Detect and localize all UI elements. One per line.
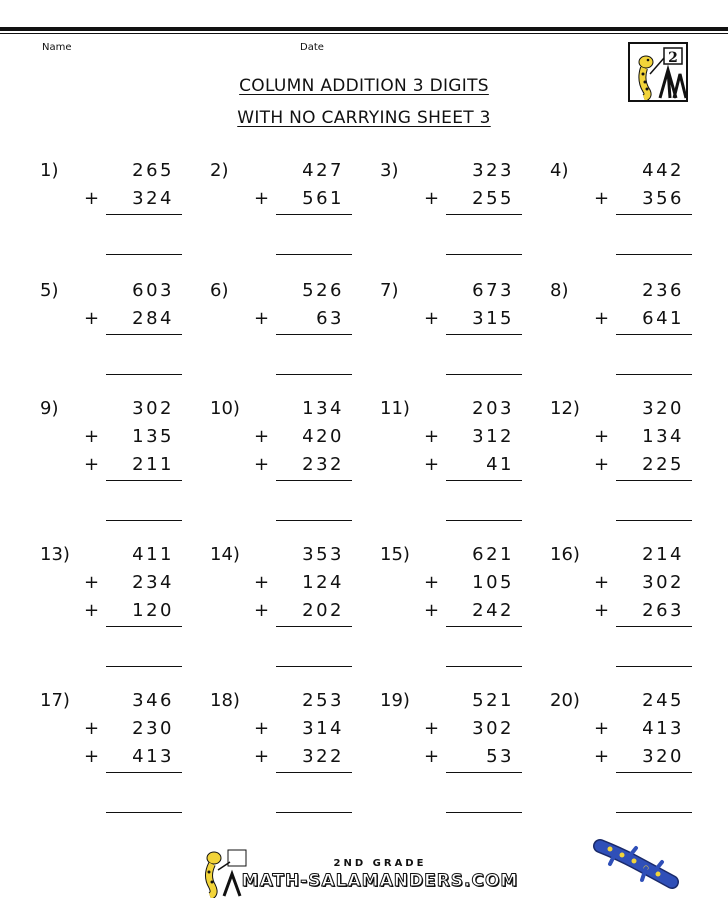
addend-value: 202 xyxy=(302,600,344,621)
sum-line xyxy=(616,772,692,773)
grade-logo xyxy=(628,42,688,102)
addend-value: 322 xyxy=(302,746,344,767)
addend-value: 53 xyxy=(486,746,514,767)
problem-number: 7) xyxy=(380,280,399,301)
plus-sign: + xyxy=(254,188,270,209)
plus-sign: + xyxy=(424,454,440,475)
addend-row xyxy=(550,718,690,742)
sum-line xyxy=(446,334,522,335)
answer-blank[interactable] xyxy=(106,666,182,667)
addend-row xyxy=(550,600,690,624)
addend-row xyxy=(210,690,350,714)
answer-blank[interactable] xyxy=(106,374,182,375)
answer-blank[interactable] xyxy=(106,812,182,813)
addend-value: 320 xyxy=(642,398,684,419)
answer-blank[interactable] xyxy=(446,812,522,813)
answer-blank[interactable] xyxy=(616,666,692,667)
addend-value: 312 xyxy=(472,426,514,447)
addend-row xyxy=(380,454,520,478)
addend-value: 324 xyxy=(132,188,174,209)
sum-line xyxy=(276,214,352,215)
plus-sign: + xyxy=(254,600,270,621)
addend-value: 323 xyxy=(472,160,514,181)
addend-row xyxy=(550,544,690,568)
addend-row xyxy=(210,718,350,742)
addend-row xyxy=(210,746,350,770)
sum-line xyxy=(446,772,522,773)
answer-blank[interactable] xyxy=(446,254,522,255)
plus-sign: + xyxy=(84,718,100,739)
top-rule xyxy=(0,27,728,31)
answer-blank[interactable] xyxy=(446,666,522,667)
addend-value: 413 xyxy=(642,718,684,739)
addend-value: 521 xyxy=(472,690,514,711)
addend-row xyxy=(380,188,520,212)
plus-sign: + xyxy=(84,426,100,447)
problem-number: 9) xyxy=(40,398,59,419)
addend-value: 63 xyxy=(316,308,344,329)
addend-value: 320 xyxy=(642,746,684,767)
addend-value: 214 xyxy=(642,544,684,565)
plus-sign: + xyxy=(594,600,610,621)
addend-value: 420 xyxy=(302,426,344,447)
problem-number: 16) xyxy=(550,544,580,565)
addend-value: 603 xyxy=(132,280,174,301)
addend-value: 245 xyxy=(642,690,684,711)
addend-row xyxy=(210,160,350,184)
addend-value: 134 xyxy=(642,426,684,447)
addend-row xyxy=(210,454,350,478)
addend-value: 263 xyxy=(642,600,684,621)
addend-value: 41 xyxy=(486,454,514,475)
answer-blank[interactable] xyxy=(276,520,352,521)
addend-value: 236 xyxy=(642,280,684,301)
plus-sign: + xyxy=(424,426,440,447)
top-rule-thin xyxy=(0,33,728,34)
problem-number: 11) xyxy=(380,398,410,419)
plus-sign: + xyxy=(424,308,440,329)
addend-value: 105 xyxy=(472,572,514,593)
addend-row xyxy=(40,718,180,742)
addend-row xyxy=(380,308,520,332)
addend-row xyxy=(210,600,350,624)
problem-number: 17) xyxy=(40,690,70,711)
addend-row xyxy=(210,572,350,596)
addend-value: 526 xyxy=(302,280,344,301)
addend-row xyxy=(550,746,690,770)
worksheet-title-line2: WITH NO CARRYING SHEET 3 xyxy=(237,108,491,128)
sum-line xyxy=(616,214,692,215)
answer-blank[interactable] xyxy=(616,254,692,255)
addend-row xyxy=(380,160,520,184)
plus-sign: + xyxy=(84,454,100,475)
addend-row xyxy=(550,160,690,184)
addend-row xyxy=(550,572,690,596)
sum-line xyxy=(106,480,182,481)
plus-sign: + xyxy=(254,718,270,739)
problem-number: 6) xyxy=(210,280,229,301)
footer-brand xyxy=(230,858,530,891)
addend-row xyxy=(40,746,180,770)
problem-number: 3) xyxy=(380,160,399,181)
problem-number: 10) xyxy=(210,398,240,419)
addend-row xyxy=(380,600,520,624)
sum-line xyxy=(616,626,692,627)
addend-value: 411 xyxy=(132,544,174,565)
problem-number: 13) xyxy=(40,544,70,565)
sum-line xyxy=(276,480,352,481)
plus-sign: + xyxy=(424,188,440,209)
salamander-teacher-icon xyxy=(630,44,686,100)
sum-line xyxy=(106,626,182,627)
plus-sign: + xyxy=(254,746,270,767)
sum-line xyxy=(106,772,182,773)
plus-sign: + xyxy=(594,746,610,767)
addend-value: 234 xyxy=(132,572,174,593)
problem-3 xyxy=(380,160,530,290)
plus-sign: + xyxy=(84,308,100,329)
addend-row xyxy=(550,188,690,212)
problem-5 xyxy=(40,280,190,410)
problem-number: 4) xyxy=(550,160,569,181)
addend-row xyxy=(380,426,520,450)
problem-10 xyxy=(210,398,360,528)
addend-row xyxy=(40,690,180,714)
problem-16 xyxy=(550,544,700,674)
addend-row xyxy=(210,544,350,568)
addend-row xyxy=(40,308,180,332)
problem-4 xyxy=(550,160,700,290)
addend-row xyxy=(380,690,520,714)
addend-row xyxy=(40,454,180,478)
plus-sign: + xyxy=(254,426,270,447)
addend-value: 413 xyxy=(132,746,174,767)
addend-value: 302 xyxy=(132,398,174,419)
worksheet-title-line1: COLUMN ADDITION 3 DIGITS xyxy=(239,76,489,96)
addend-value: 561 xyxy=(302,188,344,209)
problem-number: 19) xyxy=(380,690,410,711)
answer-blank[interactable] xyxy=(616,812,692,813)
problem-number: 1) xyxy=(40,160,59,181)
addend-value: 120 xyxy=(132,600,174,621)
addend-row xyxy=(40,426,180,450)
problem-9 xyxy=(40,398,190,528)
plus-sign: + xyxy=(254,454,270,475)
problem-1 xyxy=(40,160,190,290)
addend-row xyxy=(550,308,690,332)
problem-18 xyxy=(210,690,360,820)
sum-line xyxy=(616,480,692,481)
problem-number: 14) xyxy=(210,544,240,565)
addend-row xyxy=(380,398,520,422)
plus-sign: + xyxy=(424,746,440,767)
answer-blank[interactable] xyxy=(616,520,692,521)
plus-sign: + xyxy=(594,426,610,447)
problem-12 xyxy=(550,398,700,528)
addend-row xyxy=(210,280,350,304)
sum-line xyxy=(276,772,352,773)
plus-sign: + xyxy=(254,308,270,329)
sum-line xyxy=(276,626,352,627)
date-label: Date xyxy=(300,42,324,53)
addend-value: 302 xyxy=(472,718,514,739)
problem-8 xyxy=(550,280,700,410)
addend-value: 253 xyxy=(302,690,344,711)
answer-blank[interactable] xyxy=(106,520,182,521)
addend-row xyxy=(380,746,520,770)
sum-line xyxy=(106,334,182,335)
sum-line xyxy=(446,626,522,627)
problem-number: 18) xyxy=(210,690,240,711)
addend-row xyxy=(40,280,180,304)
addend-value: 225 xyxy=(642,454,684,475)
addend-row xyxy=(380,572,520,596)
sum-line xyxy=(106,214,182,215)
addend-value: 621 xyxy=(472,544,514,565)
addend-value: 135 xyxy=(132,426,174,447)
addend-value: 284 xyxy=(132,308,174,329)
addend-value: 427 xyxy=(302,160,344,181)
name-label: Name xyxy=(42,42,72,53)
problem-15 xyxy=(380,544,530,674)
addend-value: 641 xyxy=(642,308,684,329)
plus-sign: + xyxy=(84,188,100,209)
plus-sign: + xyxy=(84,600,100,621)
answer-blank[interactable] xyxy=(106,254,182,255)
addend-value: 230 xyxy=(132,718,174,739)
addend-value: 134 xyxy=(302,398,344,419)
answer-blank[interactable] xyxy=(276,666,352,667)
problem-11 xyxy=(380,398,530,528)
addend-row xyxy=(40,572,180,596)
addend-value: 211 xyxy=(132,454,174,475)
answer-blank[interactable] xyxy=(276,812,352,813)
addend-value: 346 xyxy=(132,690,174,711)
plus-sign: + xyxy=(594,454,610,475)
answer-blank[interactable] xyxy=(276,254,352,255)
addend-row xyxy=(40,188,180,212)
sum-line xyxy=(276,334,352,335)
addend-row xyxy=(210,308,350,332)
addend-row xyxy=(210,398,350,422)
plus-sign: + xyxy=(424,572,440,593)
problem-14 xyxy=(210,544,360,674)
plus-sign: + xyxy=(84,572,100,593)
answer-blank[interactable] xyxy=(616,374,692,375)
sum-line xyxy=(616,334,692,335)
addend-row xyxy=(380,544,520,568)
problem-2 xyxy=(210,160,360,290)
addend-row xyxy=(550,426,690,450)
sum-line xyxy=(446,480,522,481)
answer-blank[interactable] xyxy=(446,520,522,521)
plus-sign: + xyxy=(254,572,270,593)
addend-value: 314 xyxy=(302,718,344,739)
answer-blank[interactable] xyxy=(446,374,522,375)
addend-value: 315 xyxy=(472,308,514,329)
addend-row xyxy=(40,600,180,624)
problem-20 xyxy=(550,690,700,820)
footer-grade-label: 2ND GRADE xyxy=(333,858,427,869)
problem-number: 5) xyxy=(40,280,59,301)
problem-number: 15) xyxy=(380,544,410,565)
plus-sign: + xyxy=(594,572,610,593)
sum-line xyxy=(446,214,522,215)
problem-19 xyxy=(380,690,530,820)
addend-row xyxy=(550,398,690,422)
problem-number: 12) xyxy=(550,398,580,419)
plus-sign: + xyxy=(594,188,610,209)
addend-value: 203 xyxy=(472,398,514,419)
addend-value: 255 xyxy=(472,188,514,209)
problem-number: 20) xyxy=(550,690,580,711)
plus-sign: + xyxy=(594,308,610,329)
answer-blank[interactable] xyxy=(276,374,352,375)
problem-13 xyxy=(40,544,190,674)
problem-6 xyxy=(210,280,360,410)
addend-value: 356 xyxy=(642,188,684,209)
blue-salamander-icon xyxy=(590,832,680,892)
plus-sign: + xyxy=(84,746,100,767)
addend-value: 302 xyxy=(642,572,684,593)
addend-value: 242 xyxy=(472,600,514,621)
problem-7 xyxy=(380,280,530,410)
problem-number: 2) xyxy=(210,160,229,181)
plus-sign: + xyxy=(424,600,440,621)
addend-row xyxy=(380,280,520,304)
addend-row xyxy=(210,426,350,450)
footer-site-label: MATH-SALAMANDERS.COM xyxy=(241,871,519,891)
problem-number: 8) xyxy=(550,280,569,301)
addend-value: 442 xyxy=(642,160,684,181)
addend-row xyxy=(210,188,350,212)
addend-value: 232 xyxy=(302,454,344,475)
addend-row xyxy=(40,544,180,568)
addend-row xyxy=(550,690,690,714)
addend-row xyxy=(40,398,180,422)
problem-17 xyxy=(40,690,190,820)
addend-value: 124 xyxy=(302,572,344,593)
addend-row xyxy=(40,160,180,184)
plus-sign: + xyxy=(594,718,610,739)
addend-value: 265 xyxy=(132,160,174,181)
addend-row xyxy=(380,718,520,742)
grade-number: 2 xyxy=(668,50,678,66)
addend-row xyxy=(550,454,690,478)
addend-value: 353 xyxy=(302,544,344,565)
addend-value: 673 xyxy=(472,280,514,301)
addend-row xyxy=(550,280,690,304)
plus-sign: + xyxy=(424,718,440,739)
